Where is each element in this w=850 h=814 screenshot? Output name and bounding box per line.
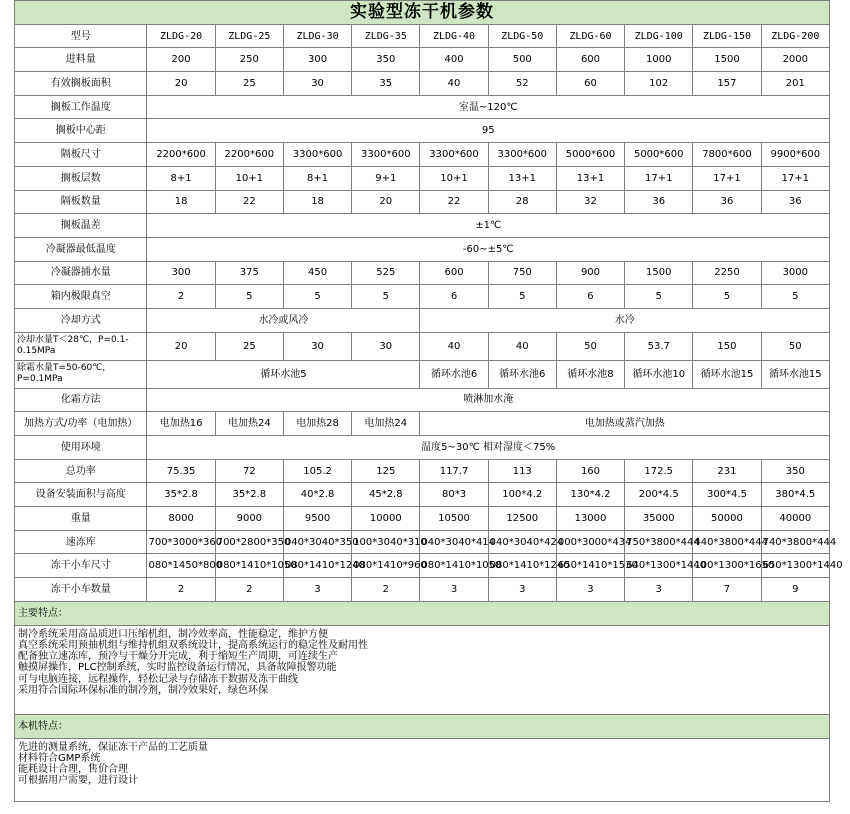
value-cell: 5 bbox=[488, 285, 556, 309]
value-cell: 3 bbox=[556, 578, 624, 602]
machine-feature-line: 能耗设计合理，售价合理 bbox=[18, 764, 128, 776]
value-cell: 350 bbox=[761, 459, 829, 483]
value-cell: 35000 bbox=[625, 507, 693, 531]
features-title: 主要特点： bbox=[15, 601, 830, 625]
page-title: 实验型冻干机参数 bbox=[15, 1, 830, 25]
value-cell: 35*2.8 bbox=[215, 483, 283, 507]
features-title-row bbox=[15, 601, 830, 625]
value-cell: 9900*600 bbox=[761, 143, 829, 167]
span-value: 水冷或风冷 bbox=[147, 308, 420, 332]
row-label: 搁板工作温度 bbox=[15, 95, 147, 119]
model-cell: ZLDG-200 bbox=[761, 24, 829, 48]
machine-title-row bbox=[15, 714, 830, 738]
row-label: 冷凝器最低温度 bbox=[15, 237, 147, 261]
value-cell: 125 bbox=[352, 459, 420, 483]
row-label: 冷凝器捕水量 bbox=[15, 261, 147, 285]
value-cell: 231 bbox=[693, 459, 761, 483]
value-cell: 50000 bbox=[693, 507, 761, 531]
value-cell: 循环水池15 bbox=[761, 360, 829, 388]
value-cell: 循环水池6 bbox=[488, 360, 556, 388]
value-cell: 2 bbox=[147, 285, 215, 309]
model-cell: ZLDG-60 bbox=[556, 24, 624, 48]
value-cell: 3 bbox=[625, 578, 693, 602]
value-cell: 40*2.8 bbox=[283, 483, 351, 507]
value-cell: 10+1 bbox=[215, 166, 283, 190]
value-cell: 75.35 bbox=[147, 459, 215, 483]
value-cell: 100*1300*1650 bbox=[693, 554, 761, 578]
value-cell: 30 bbox=[352, 332, 420, 360]
span-value: 95 bbox=[147, 119, 830, 143]
row-label: 设备安装面积与高度 bbox=[15, 483, 147, 507]
row-env bbox=[15, 436, 830, 460]
value-cell: 172.5 bbox=[625, 459, 693, 483]
row-cool-water bbox=[15, 332, 830, 360]
value-cell: 7800*600 bbox=[693, 143, 761, 167]
value-cell: 电加热24 bbox=[352, 412, 420, 436]
value-cell: 13+1 bbox=[488, 166, 556, 190]
value-cell: 2000 bbox=[761, 48, 829, 72]
value-cell: 080*1410*1240 bbox=[488, 554, 556, 578]
machine-feature-line: 先进的测量系统，保证冻干产品的工艺质量 bbox=[18, 741, 208, 753]
value-cell: 350 bbox=[352, 48, 420, 72]
value-cell: 13000 bbox=[556, 507, 624, 531]
value-cell: 080*1410*1050 bbox=[420, 554, 488, 578]
value-cell: 13+1 bbox=[556, 166, 624, 190]
model-cell: ZLDG-35 bbox=[352, 24, 420, 48]
value-cell: 8+1 bbox=[147, 166, 215, 190]
span-value: 水冷 bbox=[420, 308, 830, 332]
value-cell: 740*3800*444 bbox=[761, 530, 829, 554]
value-cell: 3 bbox=[420, 578, 488, 602]
spec-sheet bbox=[14, 0, 843, 802]
value-cell: 45*2.8 bbox=[352, 483, 420, 507]
value-cell: 640*1300*1440 bbox=[625, 554, 693, 578]
value-cell: 40000 bbox=[761, 507, 829, 531]
span-value: 喷淋加水淹 bbox=[147, 388, 830, 412]
value-cell: 72 bbox=[215, 459, 283, 483]
value-cell: 500 bbox=[488, 48, 556, 72]
row-label: 加热方式/功率（电加热） bbox=[15, 412, 147, 436]
machine-text bbox=[15, 738, 830, 801]
value-cell: 700*3000*360 bbox=[147, 530, 215, 554]
row-load bbox=[15, 48, 830, 72]
value-cell: 32 bbox=[556, 190, 624, 214]
value-cell: 102 bbox=[625, 72, 693, 96]
span-value: ±1℃ bbox=[147, 214, 830, 238]
value-cell: 18 bbox=[147, 190, 215, 214]
value-cell: 20 bbox=[147, 72, 215, 96]
value-cell: 2 bbox=[147, 578, 215, 602]
value-cell: 157 bbox=[693, 72, 761, 96]
features-text bbox=[15, 625, 830, 714]
value-cell: 50 bbox=[761, 332, 829, 360]
value-cell: 3 bbox=[283, 578, 351, 602]
value-cell: 2 bbox=[215, 578, 283, 602]
value-cell: 600 bbox=[420, 261, 488, 285]
value-cell: 040*3040*350 bbox=[283, 530, 351, 554]
value-cell: 5 bbox=[352, 285, 420, 309]
row-cond_cap bbox=[15, 261, 830, 285]
value-cell: 1500 bbox=[693, 48, 761, 72]
value-cell: 36 bbox=[761, 190, 829, 214]
value-cell: 循环水池15 bbox=[693, 360, 761, 388]
value-cell: 40 bbox=[420, 72, 488, 96]
value-cell: 电加热24 bbox=[215, 412, 283, 436]
features-body-row bbox=[15, 625, 830, 714]
model-cell: ZLDG-100 bbox=[625, 24, 693, 48]
row-temp_diff bbox=[15, 214, 830, 238]
value-cell: 40 bbox=[420, 332, 488, 360]
value-cell: 113 bbox=[488, 459, 556, 483]
value-cell: 36 bbox=[693, 190, 761, 214]
value-cell: 450 bbox=[283, 261, 351, 285]
row-count bbox=[15, 190, 830, 214]
value-cell: 750 bbox=[488, 261, 556, 285]
row-label: 冷却水量T＜28℃，P=0.1-0.15MPa bbox=[15, 332, 147, 360]
row-label: 型号 bbox=[15, 24, 147, 48]
value-cell: 8+1 bbox=[283, 166, 351, 190]
value-cell: 5 bbox=[215, 285, 283, 309]
value-cell: 22 bbox=[215, 190, 283, 214]
row-label: 除霜水量T=50-60℃，P=0.1MPa bbox=[15, 360, 147, 388]
value-cell: 3300*600 bbox=[420, 143, 488, 167]
value-cell: 080*1410*1050 bbox=[215, 554, 283, 578]
value-cell: 080*1410*960 bbox=[352, 554, 420, 578]
row-shelf_size bbox=[15, 143, 830, 167]
feature-line: 制冷系统采用高品质进口压缩机组，制冷效率高，性能稳定，维护方便 bbox=[18, 628, 328, 640]
value-cell: 525 bbox=[352, 261, 420, 285]
machine-feature-line: 可根据用户需要，进行设计 bbox=[18, 775, 138, 787]
row-cooling bbox=[15, 308, 830, 332]
value-cell: 300*4.5 bbox=[693, 483, 761, 507]
value-cell: 10000 bbox=[352, 507, 420, 531]
value-cell: 22 bbox=[420, 190, 488, 214]
value-cell: 40 bbox=[488, 332, 556, 360]
value-cell: 循环水池8 bbox=[556, 360, 624, 388]
value-cell: 200*4.5 bbox=[625, 483, 693, 507]
row-label: 进料量 bbox=[15, 48, 147, 72]
span-value: 循环水池5 bbox=[147, 360, 420, 388]
value-cell: 60 bbox=[556, 72, 624, 96]
value-cell: 160 bbox=[556, 459, 624, 483]
row-label: 冷却方式 bbox=[15, 308, 147, 332]
value-cell: 循环水池6 bbox=[420, 360, 488, 388]
value-cell: 900 bbox=[556, 261, 624, 285]
row-freezer bbox=[15, 530, 830, 554]
row-defrost bbox=[15, 360, 830, 388]
value-cell: 040*3040*424 bbox=[488, 530, 556, 554]
value-cell: 6 bbox=[556, 285, 624, 309]
value-cell: 17+1 bbox=[625, 166, 693, 190]
value-cell: 040*3040*414 bbox=[420, 530, 488, 554]
value-cell: 50 bbox=[556, 332, 624, 360]
value-cell: 5000*600 bbox=[556, 143, 624, 167]
value-cell: 105.2 bbox=[283, 459, 351, 483]
value-cell: 30 bbox=[283, 332, 351, 360]
value-cell: 20 bbox=[147, 332, 215, 360]
feature-line: 配备独立速冻库，预冷与干燥分开完成，利于缩短生产周期，可连续生产 bbox=[18, 651, 338, 663]
value-cell: 6 bbox=[420, 285, 488, 309]
value-cell: 650*1410*1530 bbox=[556, 554, 624, 578]
model-row bbox=[15, 24, 830, 48]
value-cell: 80*3 bbox=[420, 483, 488, 507]
row-cart_count bbox=[15, 578, 830, 602]
row-label: 化霜方法 bbox=[15, 388, 147, 412]
value-cell: 52 bbox=[488, 72, 556, 96]
value-cell: 1000 bbox=[625, 48, 693, 72]
value-cell: 10500 bbox=[420, 507, 488, 531]
row-install_area bbox=[15, 483, 830, 507]
row-shelf_gap bbox=[15, 119, 830, 143]
value-cell: 2200*600 bbox=[215, 143, 283, 167]
row-heating bbox=[15, 412, 830, 436]
spec-table bbox=[14, 0, 843, 802]
value-cell: 200 bbox=[147, 48, 215, 72]
row-label: 有效搁板面积 bbox=[15, 72, 147, 96]
value-cell: 30 bbox=[283, 72, 351, 96]
row-label: 箱内极限真空 bbox=[15, 285, 147, 309]
value-cell: 250 bbox=[215, 48, 283, 72]
value-cell: 3 bbox=[488, 578, 556, 602]
value-cell: 17+1 bbox=[693, 166, 761, 190]
value-cell: 600 bbox=[556, 48, 624, 72]
value-cell: 400 bbox=[420, 48, 488, 72]
span-value: -60~±5℃ bbox=[147, 237, 830, 261]
row-label: 冻干小车数量 bbox=[15, 578, 147, 602]
value-cell: 9 bbox=[761, 578, 829, 602]
row-label: 速冻库 bbox=[15, 530, 147, 554]
feature-line: 采用符合国际环保标准的制冷剂，制冷效果好，绿色环保 bbox=[18, 684, 268, 696]
span-value: 室温~120℃ bbox=[147, 95, 830, 119]
machine-body-row bbox=[15, 738, 830, 801]
value-cell: 5 bbox=[625, 285, 693, 309]
value-cell: 循环水池10 bbox=[625, 360, 693, 388]
row-label: 重量 bbox=[15, 507, 147, 531]
row-weight bbox=[15, 507, 830, 531]
value-cell: 080*1410*1240 bbox=[283, 554, 351, 578]
value-cell: 130*4.2 bbox=[556, 483, 624, 507]
value-cell: 5000*600 bbox=[625, 143, 693, 167]
value-cell: 2200*600 bbox=[147, 143, 215, 167]
row-shelf_temp bbox=[15, 95, 830, 119]
value-cell: 3300*600 bbox=[283, 143, 351, 167]
row-cart_size bbox=[15, 554, 830, 578]
value-cell: 100*3040*310 bbox=[352, 530, 420, 554]
value-cell: 3300*600 bbox=[488, 143, 556, 167]
value-cell: 12500 bbox=[488, 507, 556, 531]
row-area bbox=[15, 72, 830, 96]
value-cell: 201 bbox=[761, 72, 829, 96]
row-power bbox=[15, 459, 830, 483]
value-cell: 3000 bbox=[761, 261, 829, 285]
row-label: 总功率 bbox=[15, 459, 147, 483]
span-value: 温度5~30℃ 相对湿度＜75% bbox=[147, 436, 830, 460]
row-defrost_method bbox=[15, 388, 830, 412]
title-row bbox=[15, 1, 830, 25]
span-value: 电加热或蒸汽加热 bbox=[420, 412, 830, 436]
value-cell: 8000 bbox=[147, 507, 215, 531]
row-label: 冻干小车尺寸 bbox=[15, 554, 147, 578]
value-cell: 9+1 bbox=[352, 166, 420, 190]
row-label: 搁板层数 bbox=[15, 166, 147, 190]
value-cell: 10+1 bbox=[420, 166, 488, 190]
value-cell: 117.7 bbox=[420, 459, 488, 483]
value-cell: 9500 bbox=[283, 507, 351, 531]
value-cell: 5 bbox=[693, 285, 761, 309]
row-cond_min bbox=[15, 237, 830, 261]
machine-feature-line: 材料符合GMP系统 bbox=[18, 753, 101, 765]
model-cell: ZLDG-25 bbox=[215, 24, 283, 48]
model-cell: ZLDG-20 bbox=[147, 24, 215, 48]
value-cell: 35*2.8 bbox=[147, 483, 215, 507]
row-vacuum bbox=[15, 285, 830, 309]
model-cell: ZLDG-30 bbox=[283, 24, 351, 48]
row-label: 搁板温差 bbox=[15, 214, 147, 238]
model-cell: ZLDG-50 bbox=[488, 24, 556, 48]
value-cell: 5 bbox=[283, 285, 351, 309]
value-cell: 25 bbox=[215, 332, 283, 360]
value-cell: 080*1450*800 bbox=[147, 554, 215, 578]
value-cell: 700*2800*350 bbox=[215, 530, 283, 554]
value-cell: 36 bbox=[625, 190, 693, 214]
value-cell: 2250 bbox=[693, 261, 761, 285]
row-label: 使用环境 bbox=[15, 436, 147, 460]
value-cell: 53.7 bbox=[625, 332, 693, 360]
value-cell: 25 bbox=[215, 72, 283, 96]
value-cell: 150 bbox=[693, 332, 761, 360]
model-cell: ZLDG-150 bbox=[693, 24, 761, 48]
value-cell: 440*3800*444 bbox=[693, 530, 761, 554]
row-layers bbox=[15, 166, 830, 190]
value-cell: 7 bbox=[693, 578, 761, 602]
value-cell: 5 bbox=[761, 285, 829, 309]
value-cell: 电加热16 bbox=[147, 412, 215, 436]
value-cell: 300 bbox=[283, 48, 351, 72]
machine-title: 本机特点： bbox=[15, 714, 830, 738]
value-cell: 电加热28 bbox=[283, 412, 351, 436]
model-cell: ZLDG-40 bbox=[420, 24, 488, 48]
value-cell: 17+1 bbox=[761, 166, 829, 190]
value-cell: 1500 bbox=[625, 261, 693, 285]
value-cell: 20 bbox=[352, 190, 420, 214]
value-cell: 000*3000*434 bbox=[556, 530, 624, 554]
feature-line: 可与电脑连接，远程操作，轻松记录与存储冻干数据及冻干曲线 bbox=[18, 673, 298, 685]
row-label: 隔板数量 bbox=[15, 190, 147, 214]
value-cell: 3300*600 bbox=[352, 143, 420, 167]
value-cell: 300 bbox=[147, 261, 215, 285]
value-cell: 380*4.5 bbox=[761, 483, 829, 507]
value-cell: 35 bbox=[352, 72, 420, 96]
value-cell: 2 bbox=[352, 578, 420, 602]
value-cell: 18 bbox=[283, 190, 351, 214]
row-label: 搁板中心距 bbox=[15, 119, 147, 143]
feature-line: 触摸屏操作，PLC控制系统，实时监控设备运行情况，具备故障报警功能 bbox=[18, 662, 337, 674]
value-cell: 375 bbox=[215, 261, 283, 285]
value-cell: 9000 bbox=[215, 507, 283, 531]
feature-line: 真空系统采用预抽机组与维持机组双系统设计，提高系统运行的稳定性及耐用性 bbox=[18, 640, 368, 652]
value-cell: 750*3800*444 bbox=[625, 530, 693, 554]
row-label: 隔板尺寸 bbox=[15, 143, 147, 167]
value-cell: 650*1300*1440 bbox=[761, 554, 829, 578]
value-cell: 28 bbox=[488, 190, 556, 214]
value-cell: 100*4.2 bbox=[488, 483, 556, 507]
